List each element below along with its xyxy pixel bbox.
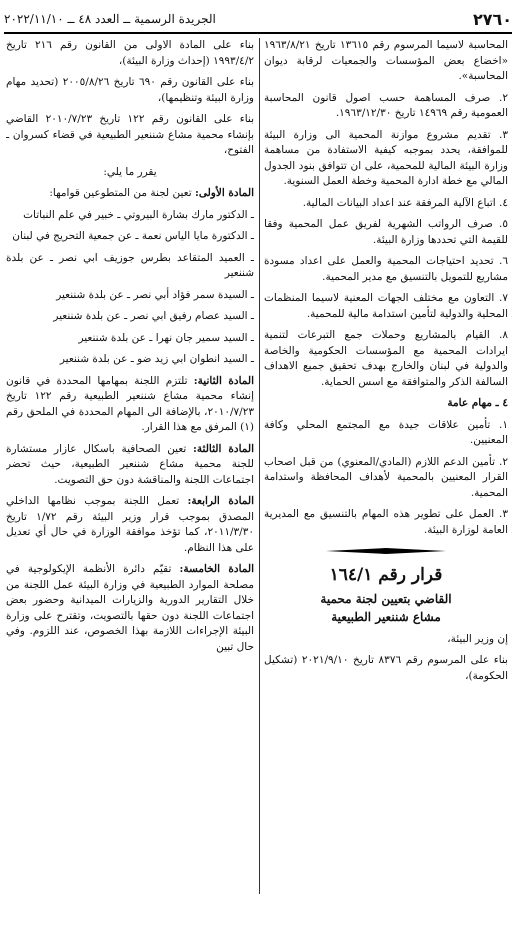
paragraph: ٧. التعاون مع مختلف الجهات المعنية لاسيما المنظمات المحلية والدولية لتأمين استدامة مالية للمحمية. [264,292,508,320]
article [6,494,254,556]
article-label: المادة الأولى: [194,187,254,199]
paragraph: بناء على المادة الاولى من القانون رقم ٢١٦ تاريخ ١٩٩٣/٤/٢ (إحداث وزارة البيئة)، [6,39,254,67]
decision-title: قرار رقم ١٦٤/١ [329,564,443,585]
page-header [4,6,512,34]
list-item: ـ السيدة سمر فؤاد أبي نصر ـ عن بلدة شننعير [56,288,254,301]
list-item: ـ الدكتور مارك بشارة البيروتي ـ خبير في علم النباتات [23,208,254,221]
article [6,442,254,489]
article-text: تقيّم دائرة الأنظمة الإيكولوجية في مصلحة الموارد الطبيعية في وزارة البيئة عمل اللجنة من خلال التقارير الدورية والزيارات الميدانية وحضور بعض اجتماعات اللجنة دون حقها بالتصويت، وتقترح على وزارة البيئة الإجراءات اللازمة بهذا الخصوص، عند اللزوم. وفي حال تبين [6,563,254,653]
list-item: ـ الدكتورة مايا الياس نعمة ـ عن جمعية التحريج في لبنان [12,230,254,242]
paragraph: ٥. صرف الرواتب الشهرية لفريق عمل المحمية وفقا للقيمة التي تحددها وزارة البيئة. [264,218,508,246]
list-item: ـ السيد انطوان ابي زيد ضو ـ عن بلدة شننعير [59,353,254,365]
paragraph: ٦. تحديد احتياجات المحمية والعمل على اعداد مسودة مشاريع للتمويل بالتنسيق مع مدير المحمية. [264,255,508,283]
paragraph: ٤. اتباع الآلية المرفقة عند اعداد البيانات المالية. [302,196,508,209]
page-number: ٢٧٦٠ [472,9,512,29]
paragraph: بناء على القانون رقم ٦٩٠ تاريخ ٢٠٠٥/٨/٢٦ (تحديد مهام وزارة البيئة وتنظيمها)، [6,76,254,104]
right-column [264,38,508,690]
article-text: تعين الصحافية باسكال عازار مستشارة للجنة محمية مشاع شننعير الطبيعية، حيث تحضر اجتماعات اللجنة والمناقشة دون حق التصويت. [6,442,254,486]
list-item: ـ السيد سمير جان نهرا ـ عن بلدة شننعير [78,331,254,344]
article [6,374,254,436]
decides-line: يقرر ما يلي: [103,165,157,178]
article-label: المادة الثانية: [193,374,254,387]
article-label: المادة الخامسة: [179,563,254,575]
paragraph: ١. تأمين علاقات جيدة مع المجتمع المحلي وكافة المعنيين. [264,418,508,446]
paragraph: ٢. تأمين الدعم اللازم (المادي/المعنوي) من قبل اصحاب القرار المعنيين بالمحمية لأهداف المحافظة واستدامة المحمية. [264,455,508,499]
article [6,186,254,202]
paragraph: ٨. القيام بالمشاريع وحملات جمع التبرعات لتنمية ايرادات المحمية مع المؤسسات الحكومية والخاصة والدولية في لبنان والخارج بهدف تحقيق جميع الاهداف السالفة الذكر والمتوافقة مع اسس الحماية. [264,329,508,388]
section-heading: ٤ ـ مهام عامة [447,397,508,409]
decision-subtitle: القاضي بتعيين لجنة محمية [320,591,452,606]
list-item: ـ السيد عصام رفيق ابي نصر ـ عن بلدة شننعير [53,310,254,322]
decision-subtitle: مشاع شننعير الطبيعية [331,609,441,624]
column-divider [259,38,260,894]
article [6,562,254,655]
ornament-divider [264,544,508,560]
left-column [6,38,254,661]
paragraph: ٣. تقديم مشروع موازنة المحمية الى وزارة البيئة للموافقة، يحدد بموجبه كيفية الاستفادة من مساهمة وزارة البيئة المالية للمحمية، على ان تتوافق بنود الجدول المالي مع خطة ادارة المحمية وخطة العمل السنوية. [264,128,508,187]
article-label: المادة الرابعة: [187,495,254,507]
article-label: المادة الثالثة: [193,442,254,455]
paragraph: المحاسبة لاسيما المرسوم رقم ١٣٦١٥ تاريخ ١٩٦٣/٨/٢١ «اخضاع بعض المؤسسات والجمعيات لرقابة ديوان المحاسبة». [264,39,508,82]
list-item: ـ العميد المتقاعد بطرس جوزيف ابي نصر ـ عن بلدة شننعير [6,251,254,279]
paragraph: ٢. صرف المساهمة حسب اصول قانون المحاسبة العمومية رقم ١٤٩٦٩ تاريخ ١٩٦٣/١٢/٣٠. [264,91,508,119]
article-text: تلتزم اللجنة بمهامها المحددة في قانون إنشاء محمية مشاع شننعير الطبيعية رقم ١٢٢ تاريخ ٢٠١٠/٧/٢٣، بالإضافة الى المهام المحددة في الملحق رقم (١) المرفق مع هذا القرار. [6,374,254,433]
paragraph: بناء على المرسوم رقم ٨٣٧٦ تاريخ ٢٠٢١/٩/١٠ (تشكيل الحكومة)، [264,654,508,682]
article-text: تعين لجنة من المتطوعين قوامها: [49,187,192,199]
paragraph: ٣. العمل على تطوير هذه المهام بالتنسيق مع المديرية العامة لوزارة البيئة. [264,508,508,536]
paragraph: بناء على القانون رقم ١٢٢ تاريخ ٢٠١٠/٧/٢٣ القاضي بإنشاء محمية مشاع شننعير الطبيعية في قضاء كسروان ـ الفتوح، [6,113,254,156]
article-text: تعمل اللجنة بموجب نظامها الداخلي المصدق بموجب قرار وزير البيئة رقم ١/٧٢ تاريخ ٢٠١١/٣/٣٠، كما تؤخذ موافقة الوزارة في حال أي تعديل على هذا النظام. [6,495,254,554]
running-title: الجريدة الرسمية ــ العدد ٤٨ ــ ٢٠٢٢/١١/١٠ [4,12,216,26]
paragraph: إن وزير البيئة، [447,632,508,645]
